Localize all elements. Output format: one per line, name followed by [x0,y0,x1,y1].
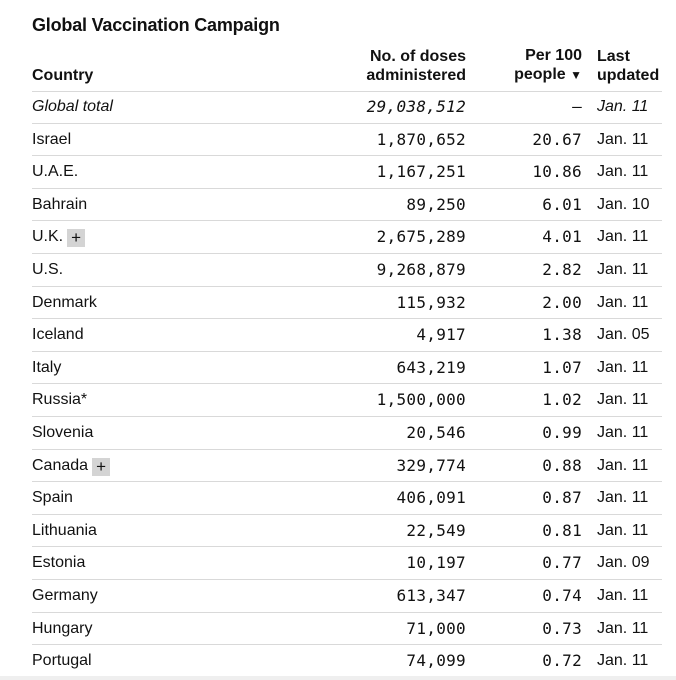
country-cell [32,221,85,253]
updated-cell: Jan. 11 [597,98,649,115]
table-row [32,189,662,222]
table-row [32,450,662,483]
per100-cell: 1.02 [542,390,582,410]
doses-cell: 643,219 [396,357,466,377]
country-name: U.S. [32,260,64,278]
country-name: U.K. [32,228,64,246]
country-name: Denmark [32,293,97,311]
country-cell [32,189,87,221]
per100-cell: 0.73 [542,618,582,638]
updated-cell: Jan. 11 [597,489,649,507]
per100-cell: 20.67 [532,129,582,149]
country-name: Spain [32,489,73,507]
updated-cell: Jan. 11 [597,521,649,539]
updated-cell: Jan. 11 [597,456,649,474]
country-cell [32,124,71,156]
country-cell [32,319,84,351]
expand-plus-icon[interactable]: + [67,229,85,247]
per100-cell: 6.01 [542,194,582,214]
table-row [32,124,662,157]
table-row [32,482,662,515]
doses-cell: 22,549 [406,520,466,540]
country-cell [32,287,97,319]
updated-cell: Jan. 05 [597,326,650,344]
doses-cell: 74,099 [406,651,466,671]
doses-cell: 89,250 [406,194,466,214]
table-row [32,254,662,287]
updated-cell: Jan. 11 [597,228,649,246]
country-cell [32,482,73,514]
country-cell [32,645,92,677]
column-header-per100-line2 [472,65,582,85]
table-row [32,156,662,189]
per100-cell: 0.77 [542,553,582,573]
per100-cell: 2.82 [542,259,582,279]
column-header-updated-line1: Last [597,48,630,65]
per100-cell: 0.88 [542,455,582,475]
doses-cell: 29,038,512 [366,97,466,116]
doses-cell: 406,091 [396,488,466,508]
updated-cell: Jan. 11 [597,586,649,604]
doses-cell: 1,500,000 [376,390,466,410]
country-cell [32,156,78,188]
column-header-per100-line2-text: people [514,66,566,83]
column-header-per100-line1: Per 100 [525,47,582,64]
country-cell [32,91,113,123]
per100-cell: 0.72 [542,651,582,671]
country-cell [32,547,85,579]
table-row [32,645,662,678]
doses-cell: 329,774 [396,455,466,475]
per100-cell: 0.74 [542,585,582,605]
table-row [32,547,662,580]
country-cell [32,450,110,482]
table-row [32,580,662,613]
country-name: Russia* [32,391,88,409]
updated-cell: Jan. 11 [597,652,649,670]
column-header-doses[interactable] [306,47,466,85]
updated-cell: Jan. 11 [597,130,649,148]
country-name: Germany [32,586,98,604]
doses-cell: 1,167,251 [376,162,466,182]
expand-plus-icon[interactable]: + [92,458,110,476]
updated-cell: Jan. 11 [597,293,649,311]
doses-cell: 4,917 [416,325,466,345]
table-row [32,417,662,450]
doses-cell: 115,932 [396,292,466,312]
table-body [32,91,662,678]
per100-cell: 0.99 [542,422,582,442]
column-header-updated-line2: updated [597,67,660,84]
country-cell [32,580,98,612]
column-header-doses-line1: No. of doses [369,48,466,65]
country-name: Iceland [32,326,84,344]
doses-cell: 71,000 [406,618,466,638]
scroll-fade [0,676,676,680]
country-cell [32,515,97,547]
country-name: Portugal [32,652,92,670]
per100-cell: 2.00 [542,292,582,312]
country-name: Italy [32,358,62,376]
doses-cell: 9,268,879 [376,259,466,279]
table-row [32,515,662,548]
updated-cell: Jan. 11 [597,163,649,181]
table-row-global-total [32,91,662,124]
country-name: Canada [32,456,89,474]
table-row [32,352,662,385]
per100-cell: 0.87 [542,488,582,508]
updated-cell: Jan. 11 [597,260,649,278]
updated-cell: Jan. 11 [597,423,649,441]
doses-cell: 1,870,652 [376,129,466,149]
table-header [32,45,662,92]
column-header-updated[interactable] [597,47,667,85]
column-header-doses-line2: administered [366,67,466,84]
per100-cell: 1.07 [542,357,582,377]
sort-descending-icon: ▼ [570,68,582,82]
doses-cell: 2,675,289 [376,227,466,247]
country-cell [32,384,87,416]
updated-cell: Jan. 10 [597,195,650,213]
updated-cell: Jan. 11 [597,358,649,376]
country-cell [32,417,93,449]
table-row [32,221,662,254]
table-row [32,319,662,352]
doses-cell: 613,347 [396,585,466,605]
per100-cell: 0.81 [542,520,582,540]
country-name: Bahrain [32,195,88,213]
table-title: Global Vaccination Campaign [32,15,280,35]
per100-cell: 10.86 [532,162,582,182]
updated-cell: Jan. 11 [597,619,649,637]
table-row [32,287,662,320]
table-row [32,384,662,417]
per100-cell: – [572,97,582,116]
country-name: Estonia [32,554,86,572]
country-name: Israel [32,130,72,148]
country-name: Slovenia [32,423,94,441]
doses-cell: 20,546 [406,422,466,442]
per100-cell: 4.01 [542,227,582,247]
updated-cell: Jan. 09 [597,554,650,572]
country-name: Global total [32,98,113,115]
country-cell [32,352,61,384]
country-name: U.A.E. [32,163,79,181]
table-row [32,613,662,646]
column-header-per100[interactable] [472,46,582,85]
country-cell [32,254,63,286]
country-name: Lithuania [32,521,97,539]
doses-cell: 10,197 [406,553,466,573]
country-name: Hungary [32,619,93,637]
column-header-country[interactable]: Country [32,67,94,84]
country-cell [32,613,92,645]
per100-cell: 1.38 [542,325,582,345]
updated-cell: Jan. 11 [597,391,649,409]
